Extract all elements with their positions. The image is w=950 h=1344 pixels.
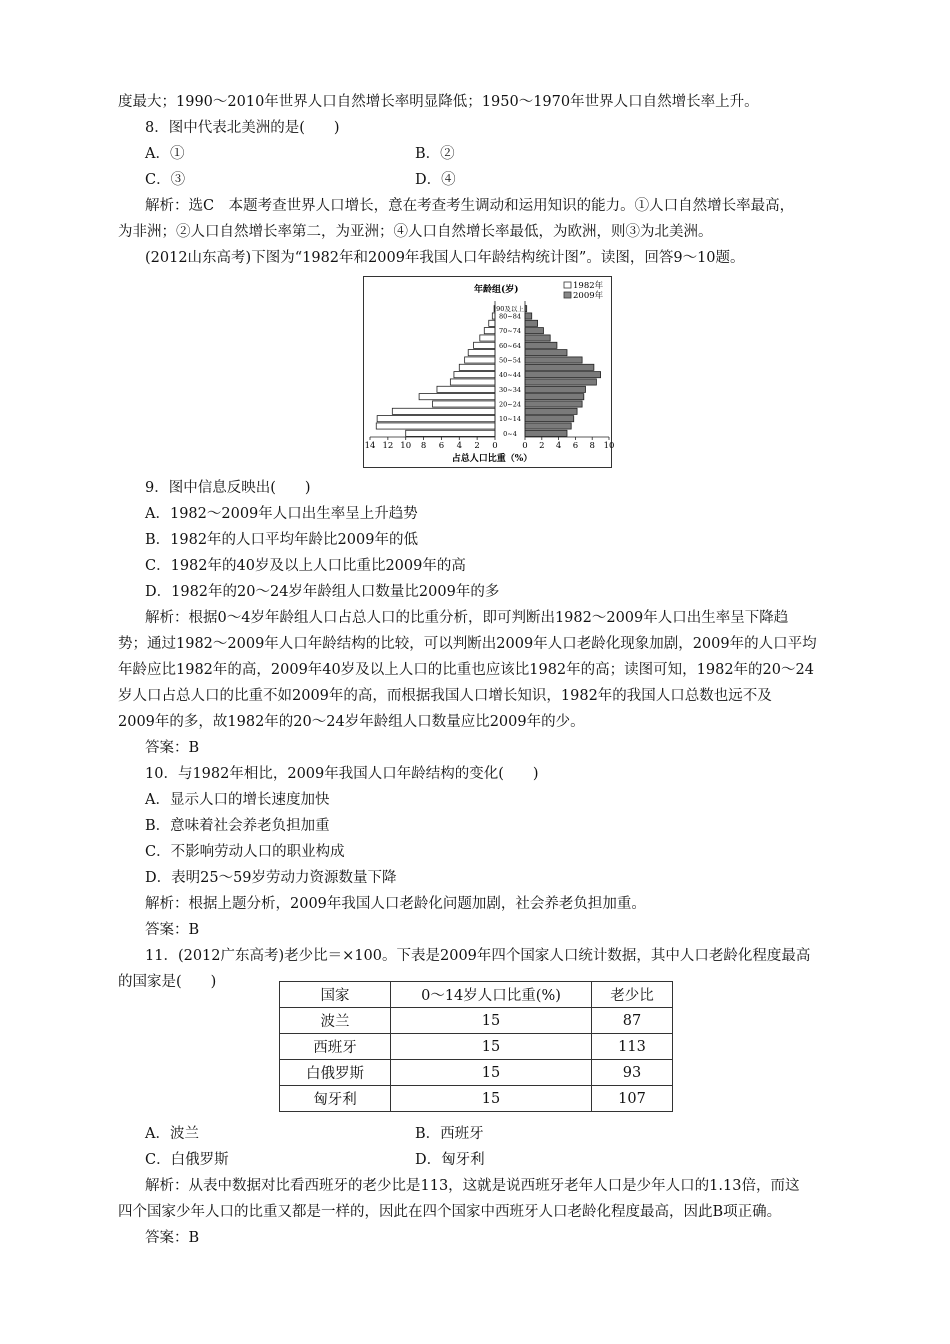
explanation-line: 四个国家少年人口的比重又都是一样的，因此在四个国家中西班牙人口老龄化程度最高，因此B项正确。: [118, 1204, 782, 1220]
bar-1982: [474, 342, 495, 348]
bar-2009: [525, 335, 550, 341]
option-b: B．意味着社会养老负担加重: [145, 818, 330, 834]
option-d: D．④: [415, 172, 456, 188]
bar-1982: [459, 364, 495, 370]
tick-label: 4: [555, 441, 562, 451]
tick-label: 0: [522, 441, 528, 451]
age-group-label: 10~14: [499, 415, 521, 424]
bar-2009: [525, 430, 567, 436]
option-b: B．西班牙: [415, 1126, 484, 1142]
option-a: A．波兰: [145, 1126, 199, 1142]
table-cell: 15: [391, 1008, 592, 1034]
age-group-label: 50~54: [499, 356, 521, 365]
table-header-row: [280, 982, 673, 1008]
explanation-line: 势；通过1982～2009年人口年龄结构的比较，可以判断出2009年人口老龄化现象加剧，2009年的人口平均: [118, 636, 817, 652]
explanation-line: 2009年的多，故1982年的20～24岁年龄组人口数量应比2009年的少。: [118, 714, 585, 730]
x-axis-label: 占总人口比重（%）: [451, 454, 533, 464]
legend-swatch-2009: [564, 292, 571, 298]
explanation-line: 解析：从表中数据对比看西班牙的老少比是113，这就是说西班牙老年人口是少年人口的1.13倍，而这: [145, 1178, 800, 1194]
question-9: 9．图中信息反映出( ): [145, 480, 311, 496]
table-row: [280, 1008, 673, 1034]
option-c: C．白俄罗斯: [145, 1152, 229, 1168]
intro-line: (2012山东高考)下图为“1982年和2009年我国人口年龄结构统计图”。读图，回答9～10题。: [145, 250, 745, 266]
explanation-line: 为非洲；②人口自然增长率第二，为亚洲；④人口自然增长率最低，为欧洲，则③为北美洲。: [118, 224, 713, 240]
option-a: A．①: [145, 146, 185, 162]
country-data-table: [279, 981, 673, 1112]
bar-1982: [492, 313, 495, 319]
pyramid-svg: [364, 277, 615, 467]
option-d: D．匈牙利: [415, 1152, 485, 1168]
age-group-label: 60~64: [499, 341, 521, 350]
bar-2009: [525, 372, 601, 378]
legend-label-1982: 1982年: [573, 281, 604, 291]
tick-label: 8: [420, 441, 427, 451]
bar-1982: [433, 401, 496, 407]
tick-label: 12: [382, 441, 394, 451]
answer-line: 答案：B: [145, 922, 200, 938]
question-8: 8．图中代表北美洲的是( ): [145, 120, 340, 136]
bar-1982: [406, 430, 495, 436]
bar-2009: [525, 416, 574, 422]
option-b: B．②: [415, 146, 455, 162]
table-cell: 15: [391, 1086, 592, 1112]
bar-2009: [525, 364, 594, 370]
age-group-label: 70~74: [499, 327, 521, 336]
bar-1982: [484, 328, 495, 334]
bar-2009: [525, 320, 538, 326]
table-row: [280, 1060, 673, 1086]
tick-label: 4: [456, 441, 462, 451]
age-group-label: 30~34: [499, 385, 521, 394]
option-c: C．不影响劳动人口的职业构成: [145, 844, 345, 860]
answer-line: 答案：B: [145, 1230, 200, 1246]
question-10: 10．与1982年相比，2009年我国人口年龄结构的变化( ): [145, 766, 539, 782]
bar-1982: [376, 423, 495, 429]
bar-1982: [489, 320, 495, 326]
age-group-label: 80~84: [499, 312, 521, 321]
tick-label: 0: [492, 441, 498, 451]
tick-label: 8: [589, 441, 595, 451]
option-d: D．1982年的20～24岁年龄组人口数量比2009年的多: [145, 584, 500, 600]
age-group-label: 90及以上: [496, 305, 524, 314]
bar-1982: [392, 408, 495, 414]
answer-line: 答案：B: [145, 740, 200, 756]
header-cell: 国家: [280, 982, 391, 1008]
bar-2009: [525, 379, 596, 385]
tick-label: 14: [364, 441, 376, 451]
bar-2009: [525, 342, 557, 348]
bar-2009: [525, 423, 571, 429]
bar-2009: [525, 350, 567, 356]
option-a: A．1982～2009年人口出生率呈上升趋势: [145, 506, 418, 522]
bar-1982: [437, 386, 495, 392]
explanation-line: 年龄应比1982年的高，2009年40岁及以上人口的比重也应该比1982年的高；读图可知，1982年的20～24: [118, 662, 814, 678]
explanation-line: 解析：选C 本题考查世界人口增长，意在考查考生调动和运用知识的能力。①人口自然增长率最高，: [145, 198, 795, 214]
bar-1982: [465, 357, 495, 363]
option-d: D．表明25～59岁劳动力资源数量下降: [145, 870, 397, 886]
option-b: B．1982年的人口平均年龄比2009年的低: [145, 532, 418, 548]
bar-2009: [525, 401, 582, 407]
tick-label: 6: [438, 441, 445, 451]
explanation-line: 岁人口占总人口的比重不如2009年的高，而根据我国人口增长知识，1982年的我国人口总数也远不及: [118, 688, 772, 704]
age-group-label: 20~24: [499, 400, 521, 409]
bar-1982: [450, 379, 495, 385]
bar-1982: [377, 416, 495, 422]
bar-2009: [525, 328, 543, 334]
bar-2009: [525, 357, 582, 363]
table-row: [280, 1086, 673, 1112]
bar-2009: [525, 394, 584, 400]
explanation-line: 解析：根据上题分析，2009年我国人口老龄化问题加剧，社会养老负担加重。: [145, 896, 646, 912]
table-cell: 15: [391, 1060, 592, 1086]
table-cell: 107: [592, 1086, 673, 1112]
table-cell: 匈牙利: [280, 1086, 391, 1112]
option-c: C．③: [145, 172, 186, 188]
option-a: A．显示人口的增长速度加快: [145, 792, 330, 808]
question-11-cont: 的国家是( ): [118, 974, 217, 990]
table-cell: 白俄罗斯: [280, 1060, 391, 1086]
bar-1982: [480, 335, 495, 341]
tick-label: 10: [603, 441, 615, 451]
age-group-label: 40~44: [499, 371, 521, 380]
table-row: [280, 1034, 673, 1060]
population-pyramid-chart: [363, 276, 615, 468]
table-cell: 113: [592, 1034, 673, 1060]
header-cell: 老少比: [592, 982, 673, 1008]
explanation-line: 解析：根据0～4岁年龄组人口占总人口的比重分析，即可判断出1982～2009年人口出生率呈下降趋: [145, 610, 789, 626]
bar-2009: [525, 408, 577, 414]
bar-1982: [454, 372, 495, 378]
bar-2009: [525, 386, 585, 392]
tick-label: 10: [400, 441, 412, 451]
bar-2009: [525, 313, 532, 319]
table-cell: 波兰: [280, 1008, 391, 1034]
legend-swatch-1982: [564, 282, 571, 288]
table-cell: 87: [592, 1008, 673, 1034]
legend-label-2009: 2009年: [573, 291, 604, 301]
chart-title: 年龄组(岁): [474, 285, 519, 295]
bar-1982: [419, 394, 495, 400]
tick-label: 2: [539, 441, 545, 451]
age-group-label: 0~4: [503, 429, 517, 438]
text-line: 度最大；1990～2010年世界人口自然增长率明显降低；1950～1970年世界人口自然增长率上升。: [118, 94, 759, 110]
option-c: C．1982年的40岁及以上人口比重比2009年的高: [145, 558, 466, 574]
table-cell: 西班牙: [280, 1034, 391, 1060]
tick-label: 2: [474, 441, 480, 451]
table-cell: 93: [592, 1060, 673, 1086]
question-11: 11．(2012广东高考)老少比＝×100。下表是2009年四个国家人口统计数据，其中人口老龄化程度最高: [145, 948, 811, 964]
header-cell: 0～14岁人口比重(%): [391, 982, 592, 1008]
table-cell: 15: [391, 1034, 592, 1060]
bar-1982: [468, 350, 495, 356]
tick-label: 6: [572, 441, 579, 451]
